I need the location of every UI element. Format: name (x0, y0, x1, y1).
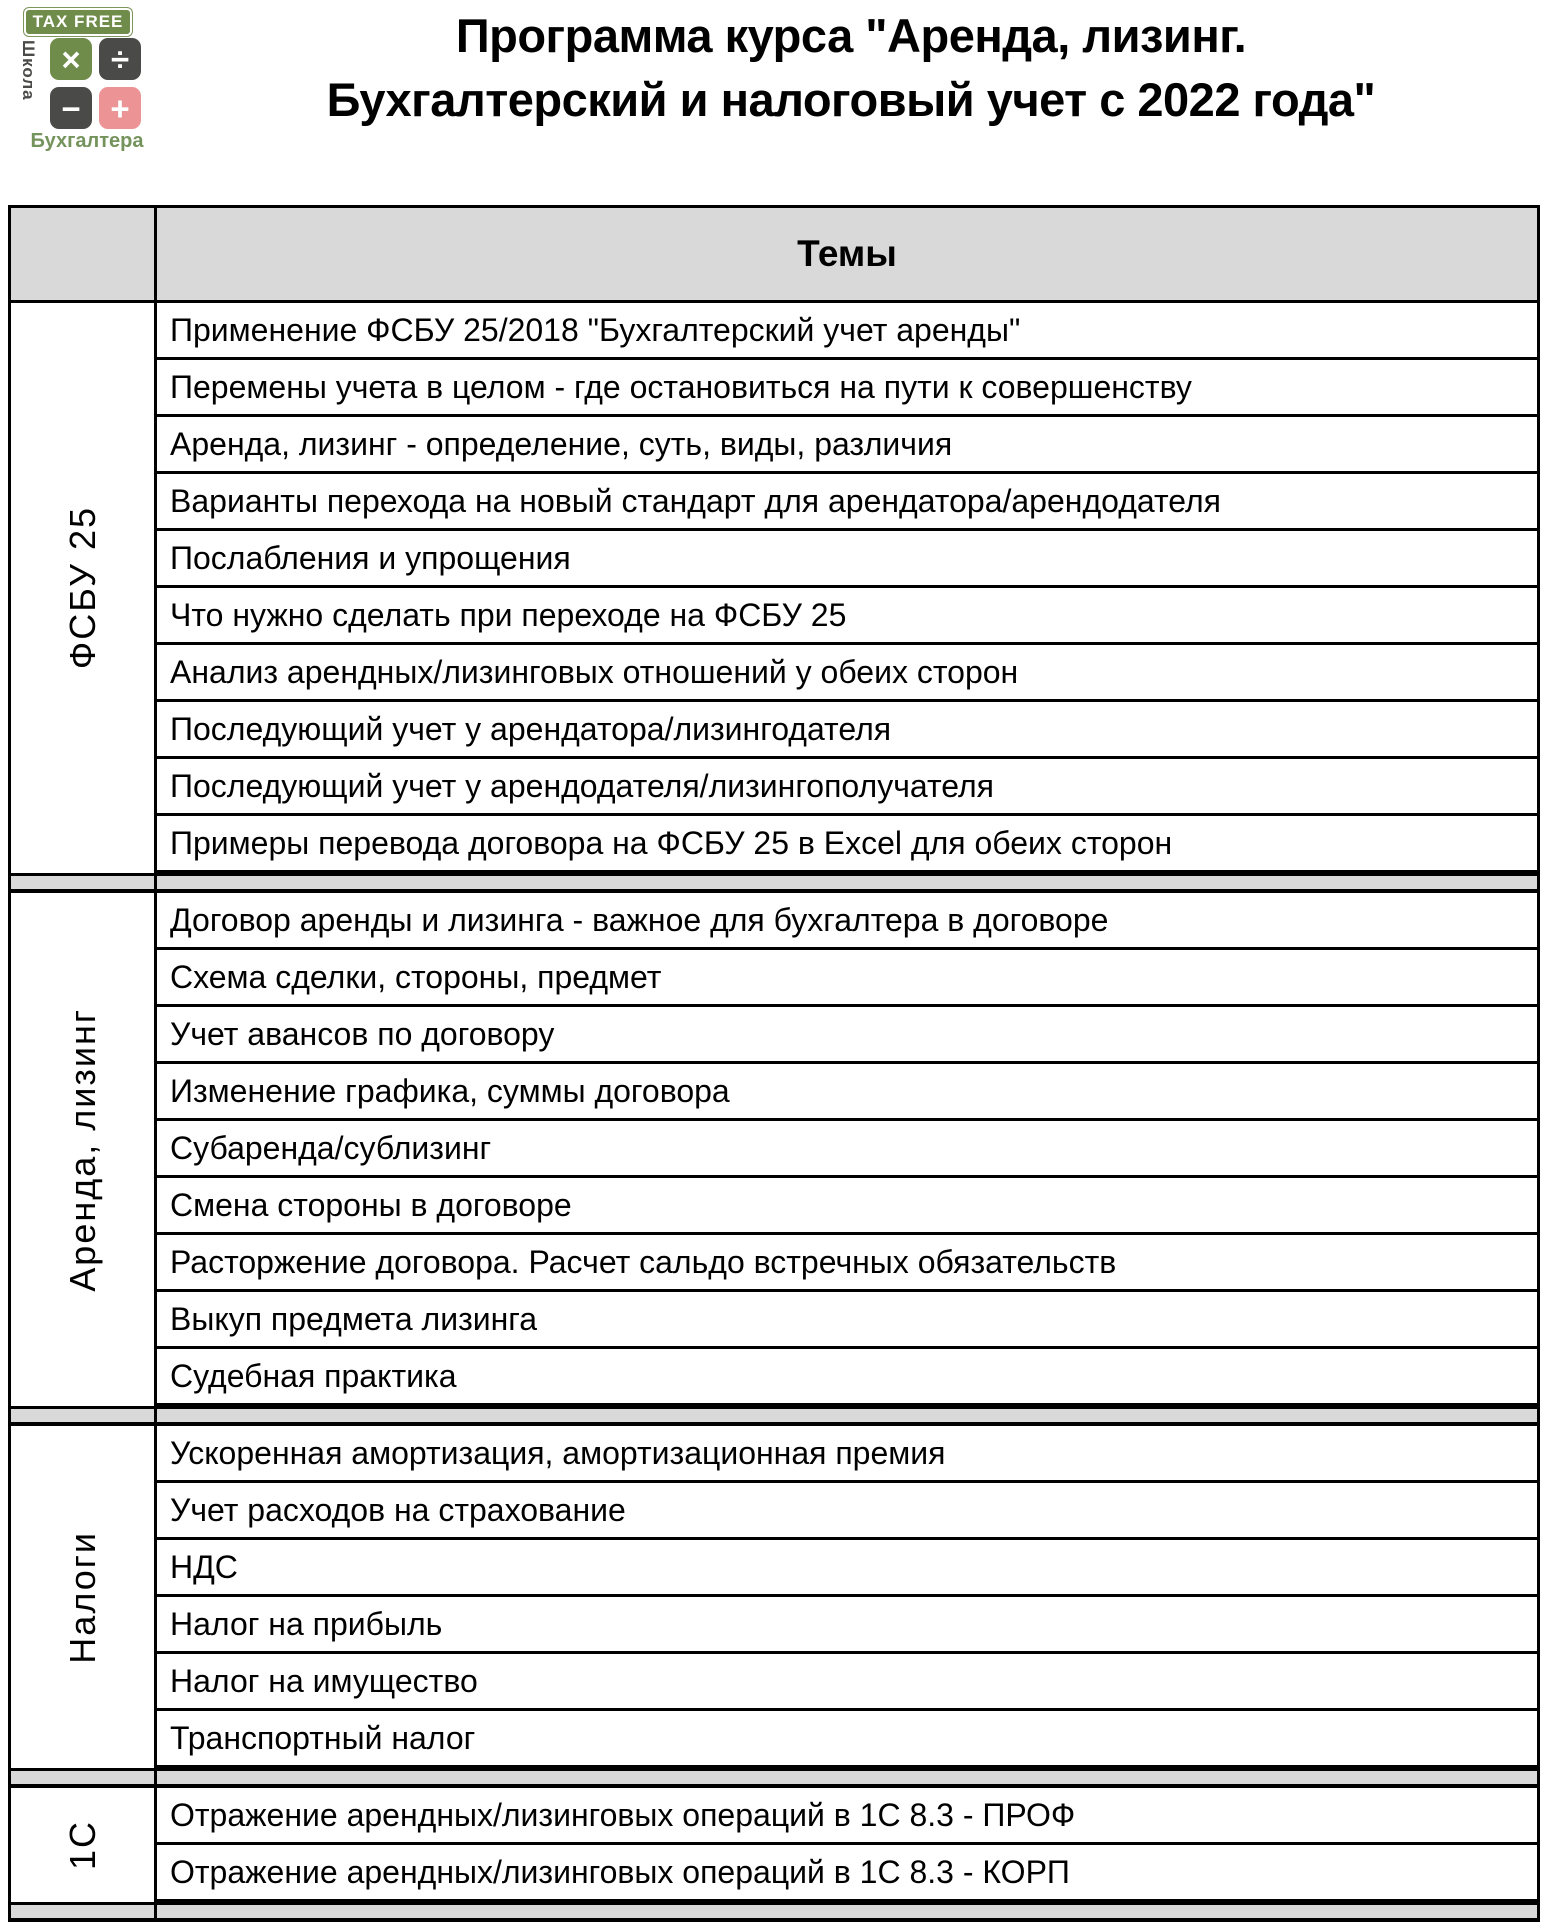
separator-left-cell (11, 1771, 157, 1784)
section-label: 1С (61, 1819, 103, 1871)
section-arenda-lizing (11, 893, 1537, 1406)
topic-row: Схема сделки, стороны, предмет (157, 950, 1537, 1007)
table-header-row (11, 208, 1537, 303)
section-label-cell-1c (11, 1788, 157, 1902)
topic-row: Отражение арендных/лизинговых операций в 1С 8.3 - ПРОФ (157, 1788, 1537, 1845)
separator-body (157, 1905, 1537, 1918)
calculator-keys-icon (50, 38, 141, 129)
section-label-cell-nalogi (11, 1426, 157, 1768)
topic-row: Судебная практика (157, 1349, 1537, 1406)
section-topic-rows (157, 303, 1537, 873)
topic-row: Ускоренная амортизация, амортизационная премия (157, 1426, 1537, 1483)
topic-row: Последующий учет у арендодателя/лизингополучателя (157, 759, 1537, 816)
topic-row: Что нужно сделать при переходе на ФСБУ 25 (157, 588, 1537, 645)
separator-body (157, 876, 1537, 889)
topic-row: Перемены учета в целом - где остановиться на пути к совершенству (157, 360, 1537, 417)
topic-row: НДС (157, 1540, 1537, 1597)
topic-row: Изменение графика, суммы договора (157, 1064, 1537, 1121)
school-accountant-logo (16, 6, 158, 156)
topic-row: Субаренда/сублизинг (157, 1121, 1537, 1178)
section-fsbu-25 (11, 303, 1537, 873)
topic-row: Налог на прибыль (157, 1597, 1537, 1654)
minus-key-icon: − (50, 87, 92, 129)
topic-row: Аренда, лизинг - определение, суть, виды, различия (157, 417, 1537, 474)
topic-row: Отражение арендных/лизинговых операций в 1С 8.3 - КОРП (157, 1845, 1537, 1902)
separator-left-cell (11, 1905, 157, 1918)
section-label: Налоги (61, 1530, 103, 1664)
section-separator (11, 1902, 1537, 1922)
divide-key-icon: ÷ (99, 38, 141, 80)
separator-left-cell (11, 1409, 157, 1422)
topic-row: Послабления и упрощения (157, 531, 1537, 588)
page-title-line2: Бухгалтерский и налоговый учет с 2022 года" (326, 73, 1376, 126)
separator-body (157, 1409, 1537, 1422)
topic-row: Расторжение договора. Расчет сальдо встречных обязательств (157, 1235, 1537, 1292)
topic-row: Смена стороны в договоре (157, 1178, 1537, 1235)
section-label: Аренда, лизинг (61, 1007, 103, 1292)
plus-key-icon: + (99, 87, 141, 129)
tax-free-banner: TAX FREE (24, 8, 132, 36)
section-label: ФСБУ 25 (61, 506, 103, 670)
section-label-cell-arenda-lizing (11, 893, 157, 1406)
topic-row: Учет расходов на страхование (157, 1483, 1537, 1540)
section-separator (11, 1406, 1537, 1426)
separator-left-cell (11, 876, 157, 889)
section-topic-rows (157, 893, 1537, 1406)
topics-column-header: Темы (797, 233, 897, 274)
logo-school-vertical-label: Школа (19, 40, 38, 101)
multiply-key-icon: × (50, 38, 92, 80)
topic-row: Договор аренды и лизинга - важное для бухгалтера в договоре (157, 893, 1537, 950)
topic-row: Варианты перехода на новый стандарт для арендатора/арендодателя (157, 474, 1537, 531)
section-topic-rows (157, 1788, 1537, 1902)
page-title-line1: Программа курса "Аренда, лизинг. (455, 9, 1247, 62)
section-separator (11, 1768, 1537, 1788)
topic-row: Применение ФСБУ 25/2018 "Бухгалтерский учет аренды" (157, 303, 1537, 360)
topic-row: Налог на имущество (157, 1654, 1537, 1711)
section-label-cell-fsbu-25 (11, 303, 157, 873)
section-separator (11, 873, 1537, 893)
table-corner-cell (11, 208, 157, 300)
topic-row: Учет авансов по договору (157, 1007, 1537, 1064)
section-nalogi (11, 1426, 1537, 1768)
separator-body (157, 1771, 1537, 1784)
topic-row: Транспортный налог (157, 1711, 1537, 1768)
section-topic-rows (157, 1426, 1537, 1768)
topic-row: Последующий учет у арендатора/лизингодателя (157, 702, 1537, 759)
logo-accountant-label: Бухгалтера (30, 130, 144, 152)
topic-row: Примеры перевода договора на ФСБУ 25 в Excel для обеих сторон (157, 816, 1537, 873)
course-program-table (8, 205, 1540, 1922)
page-title (158, 4, 1544, 132)
section-1c (11, 1788, 1537, 1902)
topic-row: Анализ арендных/лизинговых отношений у обеих сторон (157, 645, 1537, 702)
topic-row: Выкуп предмета лизинга (157, 1292, 1537, 1349)
